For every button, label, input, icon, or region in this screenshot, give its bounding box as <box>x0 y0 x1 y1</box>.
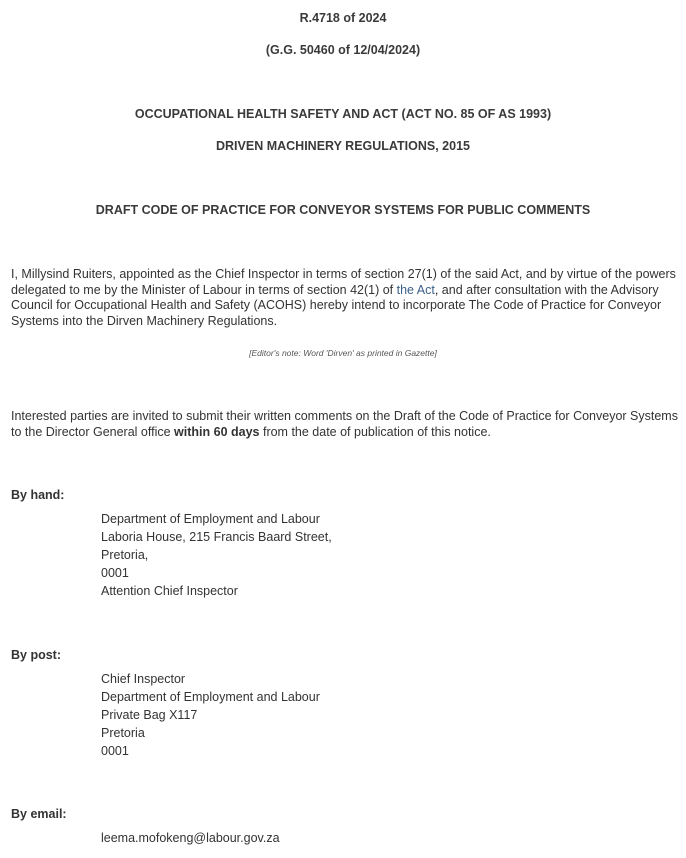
address-line: Chief Inspector <box>101 672 186 686</box>
email-address[interactable]: leema.mofokeng@labour.gov.za <box>101 831 280 845</box>
by-hand-label: By hand: <box>11 488 65 502</box>
by-post-label: By post: <box>11 648 61 662</box>
draft-title: DRAFT CODE OF PRACTICE FOR CONVEYOR SYSTEMS FOR PUBLIC COMMENTS <box>95 203 591 217</box>
act-title: OCCUPATIONAL HEALTH SAFETY AND ACT (ACT NO. 85 OF AS 1993) <box>134 107 552 121</box>
address-line: Pretoria, <box>101 548 149 562</box>
editor-note: [Editor's note: Word 'Dirven' as printed in Gazette] <box>249 348 437 358</box>
comments-text-2: from the date of publication of this notice. <box>259 424 491 439</box>
by-hand-address <box>101 510 332 600</box>
address-line: Pretoria <box>101 726 145 740</box>
address-line: Laboria House, 215 Francis Baard Street, <box>101 530 332 544</box>
comments-paragraph <box>11 409 681 440</box>
address-line: Private Bag X117 <box>101 708 198 722</box>
intro-paragraph <box>11 267 681 329</box>
comments-text-1: Interested parties are invited to submit their written comments on the Draft of the Code of Practice for Conveyor Systems to the Director General office <box>11 409 678 439</box>
address-line: Department of Employment and Labour <box>101 690 320 704</box>
regulations-title: DRIVEN MACHINERY REGULATIONS, 2015 <box>216 139 470 153</box>
by-post-address <box>101 670 320 760</box>
gazette-reference: (G.G. 50460 of 12/04/2024) <box>265 43 421 57</box>
intro-text-2: , and after consultation with the Advisory Council for Occupational Health and Safety (ACOHS) hereby intend to incorporate The Code of Practice for Conveyor Systems into the Dirven Machinery Regulations. <box>11 282 662 328</box>
by-email-label: By email: <box>11 807 67 821</box>
address-line: 0001 <box>101 566 129 580</box>
address-line: 0001 <box>101 744 129 758</box>
address-line: Attention Chief Inspector <box>101 584 238 598</box>
notice-number: R.4718 of 2024 <box>299 11 387 25</box>
comments-deadline: within 60 days <box>174 424 260 439</box>
by-email-address-block <box>101 829 280 847</box>
intro-text-1: I, Millysind Ruiters, appointed as the Chief Inspector in terms of section 27(1) of the said Act, and by virtue of the powers delegated to me by the Minister of Labour in terms of section 42(1) of <box>11 267 676 297</box>
address-line: Department of Employment and Labour <box>101 512 320 526</box>
act-link[interactable]: the Act <box>396 282 435 297</box>
